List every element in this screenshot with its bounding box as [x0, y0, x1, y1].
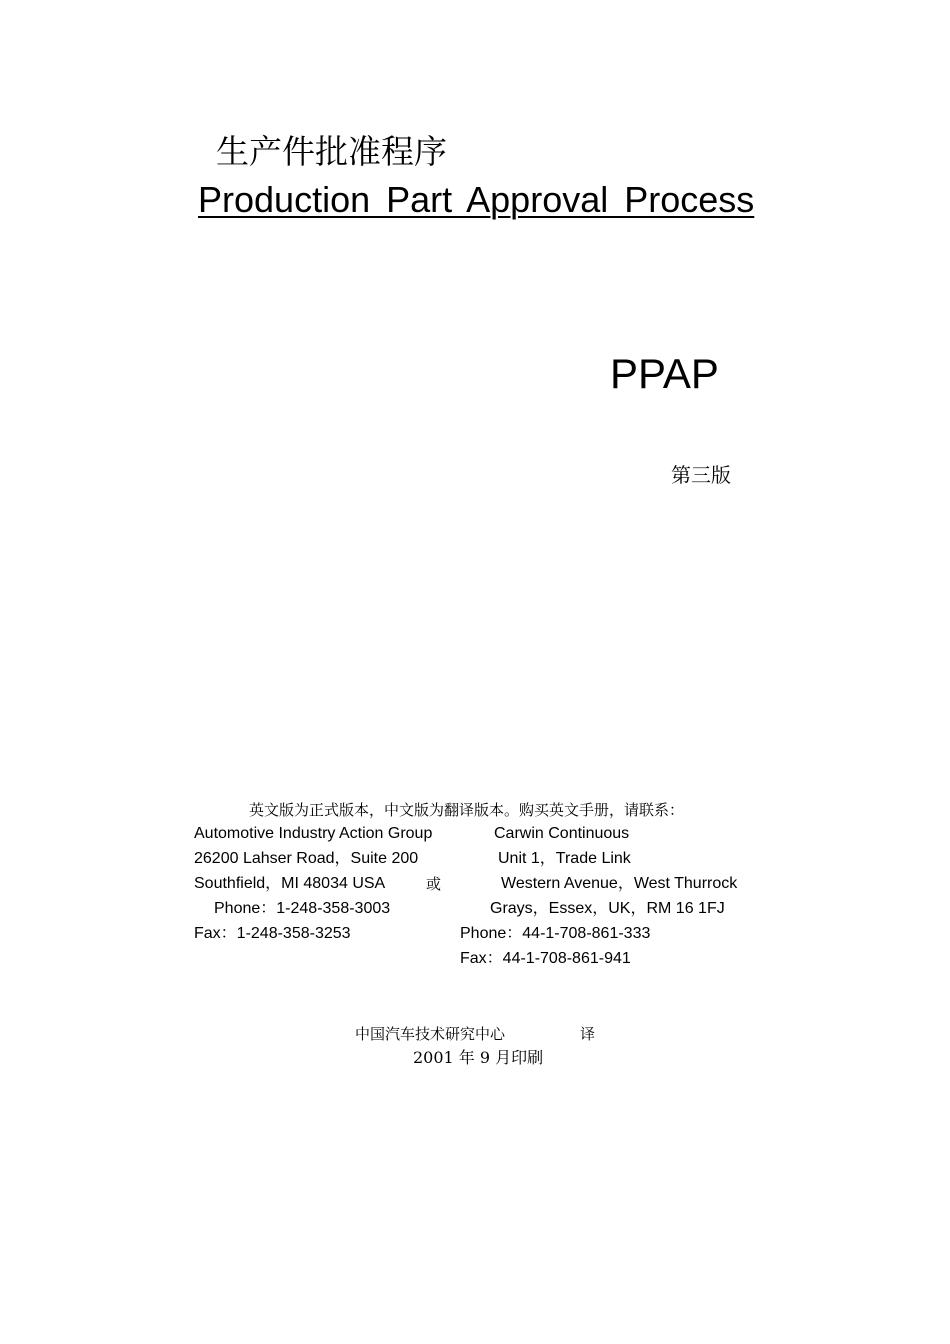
left-contact-street: 26200 Lahser Road，Suite 200 [194, 850, 419, 867]
right-contact-street: Western Avenue，West Thurrock [501, 875, 738, 892]
or-separator: 或 [426, 875, 442, 893]
title-english: Production Part Approval Process [198, 179, 755, 220]
right-contact-phone: Phone：44-1-708-861-333 [460, 925, 651, 942]
title-chinese: 生产件批准程序 [216, 132, 447, 171]
left-contact-fax: Fax：1-248-358-3253 [194, 925, 351, 942]
edition-label: 第三版 [671, 463, 731, 487]
left-contact-org: Automotive Industry Action Group [194, 825, 433, 842]
purchase-note: 英文版为正式版本，中文版为翻译版本。购买英文手册，请联系： [249, 801, 685, 819]
print-date: 2001 年 9 月印刷 [413, 1048, 544, 1067]
right-contact-fax: Fax：44-1-708-861-941 [460, 950, 631, 967]
acronym-ppap: PPAP [610, 350, 719, 397]
translator-name: 中国汽车技术研究中心 [355, 1025, 506, 1043]
left-contact-phone: Phone：1-248-358-3003 [214, 900, 391, 917]
right-contact-unit: Unit 1，Trade Link [498, 850, 631, 867]
translated-mark: 译 [580, 1025, 596, 1043]
left-contact-city: Southfield，MI 48034 USA [194, 875, 386, 892]
right-contact-org: Carwin Continuous [494, 825, 630, 842]
right-contact-city: Grays，Essex，UK，RM 16 1FJ [490, 900, 725, 917]
